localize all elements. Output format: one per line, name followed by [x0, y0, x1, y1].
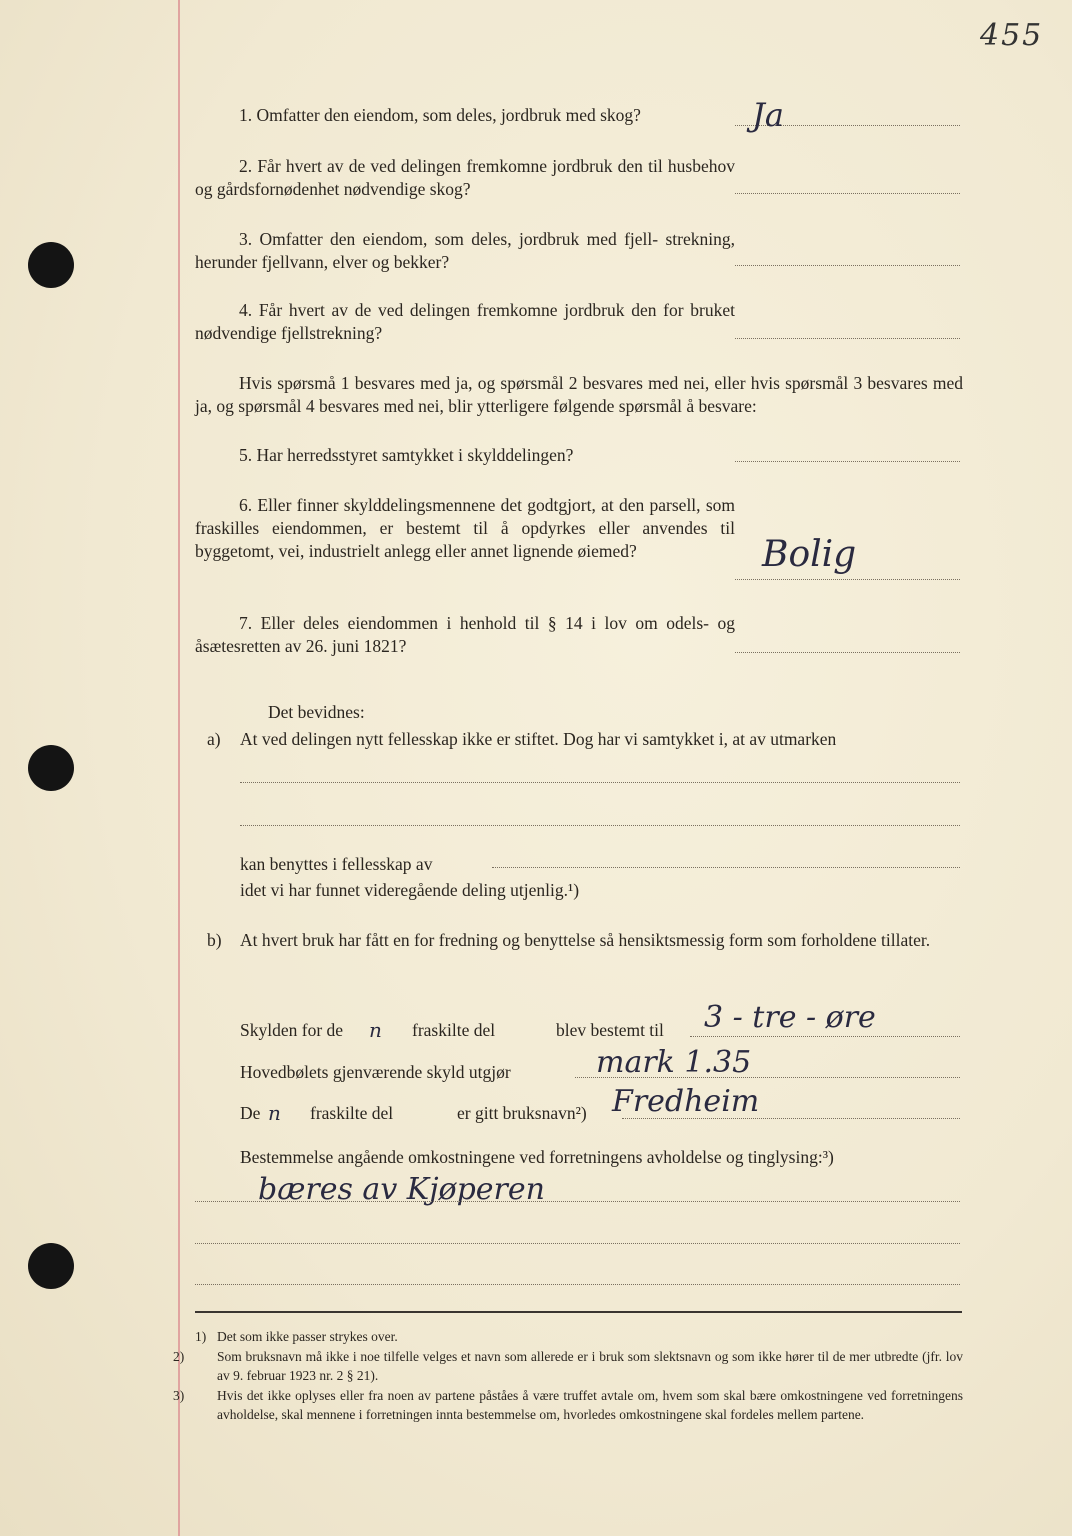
margin-line — [178, 0, 180, 1536]
omkostning-value: bæres av Kjøperen — [258, 1172, 545, 1207]
punch-hole — [28, 242, 74, 288]
answer-line — [735, 652, 960, 653]
bruksnavn-fill: n — [268, 1101, 281, 1125]
item-b-label: b) — [207, 930, 222, 950]
question-1 — [195, 104, 735, 127]
skyld-label-c: blev bestemt til — [556, 1020, 664, 1040]
bruksnavn-label-a: De — [240, 1103, 261, 1123]
answer-line — [735, 461, 960, 462]
bruksnavn-label-b: fraskilte del — [310, 1103, 394, 1123]
question-text: 1. Omfatter den eiendom, som deles, jordbruk med skog? — [239, 105, 641, 125]
question-3 — [195, 228, 735, 274]
question-text: 3. Omfatter den eiendom, som deles, jordbruk med fjell- strekning, herunder fjellvann, elver og bekker? — [195, 229, 735, 272]
item-a-line4: idet vi har funnet videregående deling utjenlig.¹) — [240, 880, 580, 900]
punch-hole — [28, 745, 74, 791]
bruksnavn-value: Fredheim — [612, 1084, 760, 1119]
question-text: 7. Eller deles eiendommen i henhold til § 14 i lov om odels- og åsætesretten av 26. juni 1821? — [195, 613, 735, 656]
footnote-rule — [195, 1311, 962, 1313]
answer-6: Bolig — [762, 534, 857, 575]
question-text: 5. Har herredsstyret samtykket i skylddelingen? — [239, 445, 574, 465]
fill-line — [492, 867, 960, 868]
question-text: 6. Eller finner skylddelingsmennene det godtgjort, at den parsell, som fraskilles eiendommen, er bestemt til å opdyrkes eller anvendes til byggetomt, vei, industrielt anlegg eller annet lignende øiemed? — [195, 495, 735, 561]
omkostning-label: Bestemmelse angående omkostningene ved forretningens avholdelse og tinglysing:³) — [240, 1147, 834, 1167]
punch-hole — [28, 1243, 74, 1289]
footnote-2: 2) Som bruksnavn må ikke i noe tilfelle velges et navn som allerede er i bruk som slektsnavn og som ikke hører til de mer utbredte (jfr. lov av 9. februar 1923 nr. 2 § 21). — [173, 1349, 963, 1383]
question-5 — [195, 444, 735, 467]
answer-line — [735, 265, 960, 266]
hovedbol-value: mark 1.35 — [596, 1045, 752, 1080]
question-6 — [195, 494, 735, 563]
question-text: 2. Får hvert av de ved delingen fremkomne jordbruk den til husbehov og gårdsfornødenhet nødvendige skog? — [195, 156, 735, 199]
hovedbol-label: Hovedbølets gjenværende skyld utgjør — [240, 1062, 511, 1082]
fill-line — [240, 782, 960, 783]
fill-line — [690, 1036, 960, 1037]
skyld-label-a: Skylden for de — [240, 1020, 344, 1040]
question-4 — [195, 299, 735, 345]
skyld-value: 3 - tre - øre — [704, 1000, 876, 1035]
answer-line — [735, 338, 960, 339]
fill-line — [240, 825, 960, 826]
item-a-label: a) — [207, 729, 221, 749]
fill-line — [195, 1201, 960, 1202]
fill-line — [195, 1284, 960, 1285]
skyld-fill: n — [369, 1018, 382, 1042]
answer-1: Ja — [752, 96, 784, 134]
bevidnes-heading: Det bevidnes: — [268, 702, 365, 722]
answer-line — [735, 193, 960, 194]
fill-line — [195, 1243, 960, 1244]
footnote-1: 1) Det som ikke passer strykes over. — [195, 1329, 398, 1344]
item-a-line3: kan benyttes i fellesskap av — [240, 854, 433, 874]
instruction-paragraph: Hvis spørsmå 1 besvares med ja, og spørsmål 2 besvares med nei, eller hvis spørsmål 3 besvares med ja, og spørsmål 4 besvares med nei, blir ytterligere følgende spørsmål å besvare: — [195, 373, 963, 416]
question-text: 4. Får hvert av de ved delingen fremkomne jordbruk den for bruket nødvendige fjellstrekning? — [195, 300, 735, 343]
item-a-text: At ved delingen nytt fellesskap ikke er stiftet. Dog har vi samtykket i, at av utmarken — [240, 729, 837, 749]
footnote-3: 3) Hvis det ikke oplyses eller fra noen av partene påståes å være truffet avtale om, hvem som skal bære omkostningene ved forretningens avholdelse, skal mennene i forretningen innta bestemmelse om, hvorledes omkostningene skal fordeles mellem partene. — [173, 1388, 963, 1422]
question-7 — [195, 612, 735, 658]
question-2 — [195, 155, 735, 201]
answer-line — [735, 579, 960, 580]
bruksnavn-label-c: er gitt bruksnavn²) — [457, 1103, 587, 1123]
page-number: 455 — [980, 18, 1044, 53]
skyld-label-b: fraskilte del — [412, 1020, 496, 1040]
item-b-text: At hvert bruk har fått en for fredning og benyttelse så hensiktsmessig form som forholdene tillater. — [240, 930, 931, 950]
